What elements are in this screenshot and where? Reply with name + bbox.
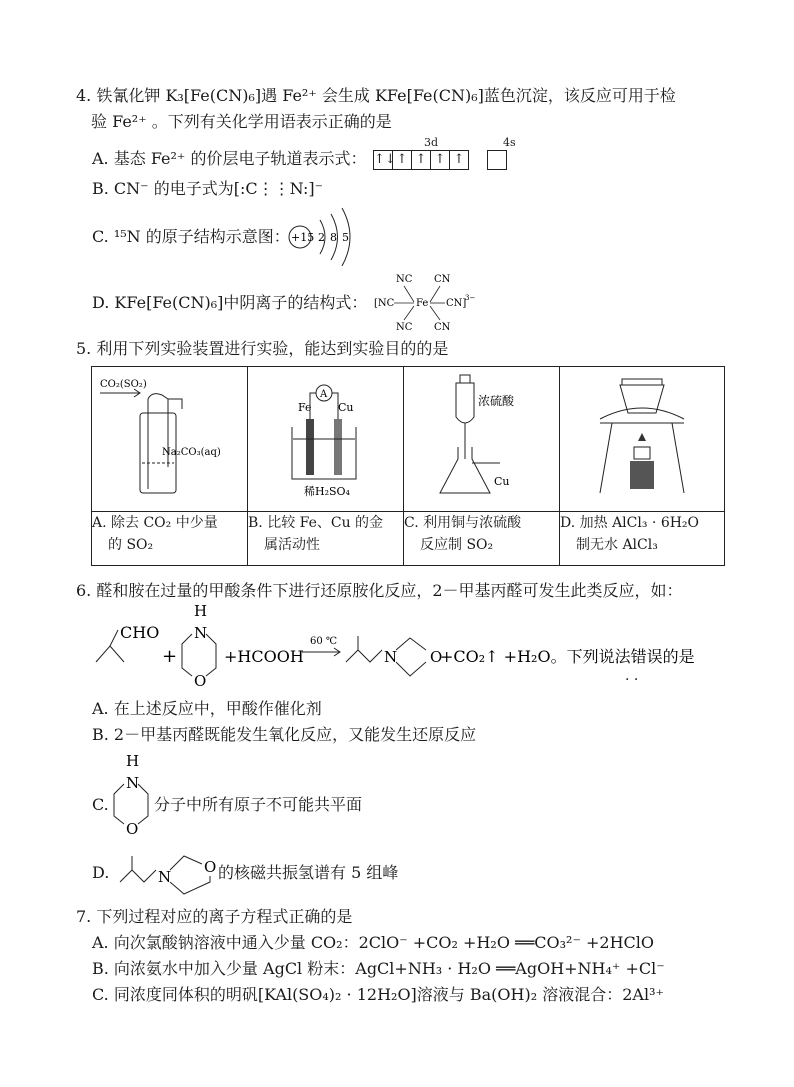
caption-line: 的 SO₂ bbox=[108, 537, 154, 553]
orbital-3d-label: 3d bbox=[424, 136, 439, 149]
q7-option-c: C. 同浓度同体积的明矾[KAl(SO₄)₂ · 12H₂O]溶液与 Ba(OH)₂ 溶液混合：2Al³⁺ bbox=[92, 985, 664, 1004]
orbital-box: ↑↓ bbox=[373, 150, 393, 170]
ligand-nc: NC bbox=[396, 322, 413, 333]
beaker bbox=[292, 427, 356, 479]
gas-label: CO₂(SO₂) bbox=[100, 379, 147, 390]
burner-head bbox=[634, 447, 650, 459]
h-label: H bbox=[126, 752, 140, 770]
anion-charge: 3− bbox=[465, 294, 476, 302]
q4-option-a: A. 基态 Fe²⁺ 的价层电子轨道表示式： bbox=[92, 149, 367, 168]
apparatus-cell-b bbox=[248, 367, 404, 512]
orbital-box: ↑ bbox=[430, 150, 450, 170]
product-chain bbox=[346, 650, 382, 662]
cho-label: CHO bbox=[120, 623, 160, 642]
bond-arrow bbox=[430, 306, 440, 320]
acid-label: 稀H₂SO₄ bbox=[304, 485, 350, 498]
q6-stem: 6. 醛和胺在过量的甲酸条件下进行还原胺化反应，2－甲基丙醛可发生此类反应，如： bbox=[76, 581, 683, 600]
aldehyde-skeleton bbox=[96, 646, 124, 662]
ligand-cn: CN bbox=[434, 322, 451, 333]
q4-option-d: D. KFe[Fe(CN)₆]中阴离子的结构式： bbox=[92, 293, 368, 312]
product-chain bbox=[120, 870, 156, 882]
q7-option-b: B. 向浓氨水中加入少量 AgCl 粉末：AgCl+NH₃ · H₂O ══AgOH+NH₄⁺ +Cl⁻ bbox=[92, 959, 665, 978]
q4-option-c: C. ¹⁵N 的原子结构示意图： bbox=[92, 227, 290, 246]
q6-option-c-prefix: C. bbox=[92, 795, 109, 814]
ring-bond bbox=[138, 784, 148, 824]
orbital-diagram bbox=[373, 148, 506, 170]
q4-stem-line2: 验 Fe²⁺ 。下列有关化学用语表示正确的是 bbox=[91, 112, 392, 131]
caption-d bbox=[560, 512, 725, 566]
n-label: N bbox=[126, 774, 140, 792]
caption-line: A. 除去 CO₂ 中少量 bbox=[92, 515, 218, 531]
caption-b bbox=[248, 512, 404, 566]
apparatus-cell-c bbox=[404, 367, 560, 512]
bond-arrow bbox=[404, 286, 414, 302]
emphasis-dots: · · bbox=[625, 672, 639, 688]
caption-a bbox=[92, 512, 248, 566]
q5-stem: 5. 利用下列实验装置进行实验，能达到实验目的的是 bbox=[76, 339, 449, 358]
ring-bond bbox=[206, 634, 216, 676]
product-o-label: O bbox=[204, 858, 217, 876]
ligand-cn: CN bbox=[434, 274, 451, 285]
q4-stem-line1: 4. 铁氰化钾 K₃[Fe(CN)₆]遇 Fe²⁺ 会生成 KFe[Fe(CN)₆]蓝色沉淀，该反应可用于检 bbox=[76, 86, 676, 105]
aldehyde-bond bbox=[110, 630, 118, 646]
acid-label: 浓硫酸 bbox=[478, 394, 515, 408]
n-label: N bbox=[194, 624, 208, 642]
ring-bond bbox=[170, 876, 210, 894]
alcohol-lamp bbox=[630, 461, 654, 489]
shell-count: 5 bbox=[342, 231, 349, 244]
hcooh-label: +HCOOH bbox=[224, 647, 304, 666]
crucible bbox=[620, 385, 664, 413]
orbital-box: ↑ bbox=[449, 150, 469, 170]
caption-c bbox=[404, 512, 560, 566]
q7-stem: 7. 下列过程对应的离子方程式正确的是 bbox=[76, 907, 353, 926]
caption-line: 制无水 AlCl₃ bbox=[576, 537, 658, 553]
orbital-box: ↑ bbox=[392, 150, 412, 170]
crucible-lid bbox=[622, 379, 662, 385]
cu-electrode-label: Cu bbox=[338, 401, 354, 414]
caption-line: 反应制 SO₂ bbox=[420, 537, 494, 553]
product-o-label: O bbox=[430, 648, 443, 666]
product-structure bbox=[114, 836, 220, 896]
q4-option-b: B. CN⁻ 的电子式为[:C⋮⋮N:]⁻ bbox=[92, 179, 324, 198]
ring-bond bbox=[170, 856, 202, 870]
orbital-box: ↑ bbox=[411, 150, 431, 170]
q6-option-d-prefix: D. bbox=[92, 863, 110, 882]
q6-option-a: A. 在上述反应中，甲酸作催化剂 bbox=[92, 699, 322, 718]
o-label: O bbox=[126, 820, 139, 838]
gas-washing-bottle-diagram bbox=[92, 367, 247, 507]
cu-electrode bbox=[334, 419, 342, 475]
q7-option-a: A. 向次氯酸钠溶液中通入少量 CO₂：2ClO⁻ +CO₂ +H₂O ══CO₃²⁻ +2HClO bbox=[92, 933, 655, 952]
condition-label: 60 ℃ bbox=[310, 636, 338, 647]
caption-line: D. 加热 AlCl₃ · 6H₂O bbox=[560, 515, 700, 531]
q6-option-c: 分子中所有原子不可能共平面 bbox=[154, 795, 363, 814]
product-n-label: N bbox=[158, 868, 172, 886]
funnel-stopper bbox=[460, 375, 470, 383]
ring-bond bbox=[182, 634, 192, 676]
apparatus-cell-a bbox=[92, 367, 248, 512]
fe-electrode bbox=[306, 419, 314, 475]
q6-option-b: B. 2－甲基丙醛既能发生氧化反应，又能发生还原反应 bbox=[92, 725, 477, 744]
tripod-leg bbox=[672, 423, 684, 493]
ligand-cn: CN] bbox=[446, 298, 467, 309]
orbital-4s-label: 4s bbox=[503, 136, 516, 149]
morpholine-structure bbox=[108, 750, 160, 840]
o-label: O bbox=[194, 672, 207, 690]
ring-bond bbox=[396, 638, 426, 650]
caption-line: 属活动性 bbox=[264, 537, 320, 553]
ammeter-label: A bbox=[320, 389, 328, 400]
evaporating-dish-diagram bbox=[560, 367, 724, 507]
atomic-structure-diagram bbox=[286, 206, 366, 266]
fe-electrode-label: Fe bbox=[298, 401, 312, 414]
orbital-box-4s bbox=[487, 150, 507, 170]
tripod-leg bbox=[600, 423, 612, 493]
apparatus-cell-d bbox=[560, 367, 725, 512]
ring-bond bbox=[396, 662, 426, 676]
central-fe: Fe bbox=[416, 298, 429, 309]
ligand-nc: NC bbox=[396, 274, 413, 285]
product-n-label: N bbox=[384, 648, 398, 666]
shell-count: 2 bbox=[318, 231, 325, 244]
copper-label: Cu bbox=[494, 475, 510, 488]
h-label: H bbox=[194, 602, 208, 620]
caption-line: B. 比较 Fe、Cu 的金 bbox=[248, 515, 384, 531]
flask-funnel-diagram bbox=[404, 367, 559, 507]
solution-label: Na₂CO₃(aq) bbox=[162, 447, 221, 458]
ligand-nc: [NC bbox=[374, 298, 395, 309]
q6-option-d: 的核磁共振氢谱有 5 组峰 bbox=[218, 863, 399, 882]
tube-bend bbox=[148, 394, 182, 409]
products-label: +CO₂↑ +H₂O。下列说法错误的是 bbox=[440, 647, 695, 666]
flame bbox=[638, 433, 646, 441]
bond-arrow bbox=[404, 306, 414, 320]
galvanic-cell-diagram bbox=[248, 367, 403, 507]
experiment-table bbox=[91, 366, 725, 566]
shell-count: 8 bbox=[330, 231, 337, 244]
caption-line: C. 利用铜与浓硫酸 bbox=[404, 515, 522, 531]
dropping-funnel bbox=[456, 383, 474, 423]
ring-bond bbox=[114, 784, 124, 824]
nucleus-charge: +15 bbox=[291, 231, 315, 244]
bond-arrow bbox=[430, 286, 440, 302]
hexacyanoferrate-structure bbox=[370, 270, 490, 334]
plus-sign: + bbox=[162, 646, 178, 667]
